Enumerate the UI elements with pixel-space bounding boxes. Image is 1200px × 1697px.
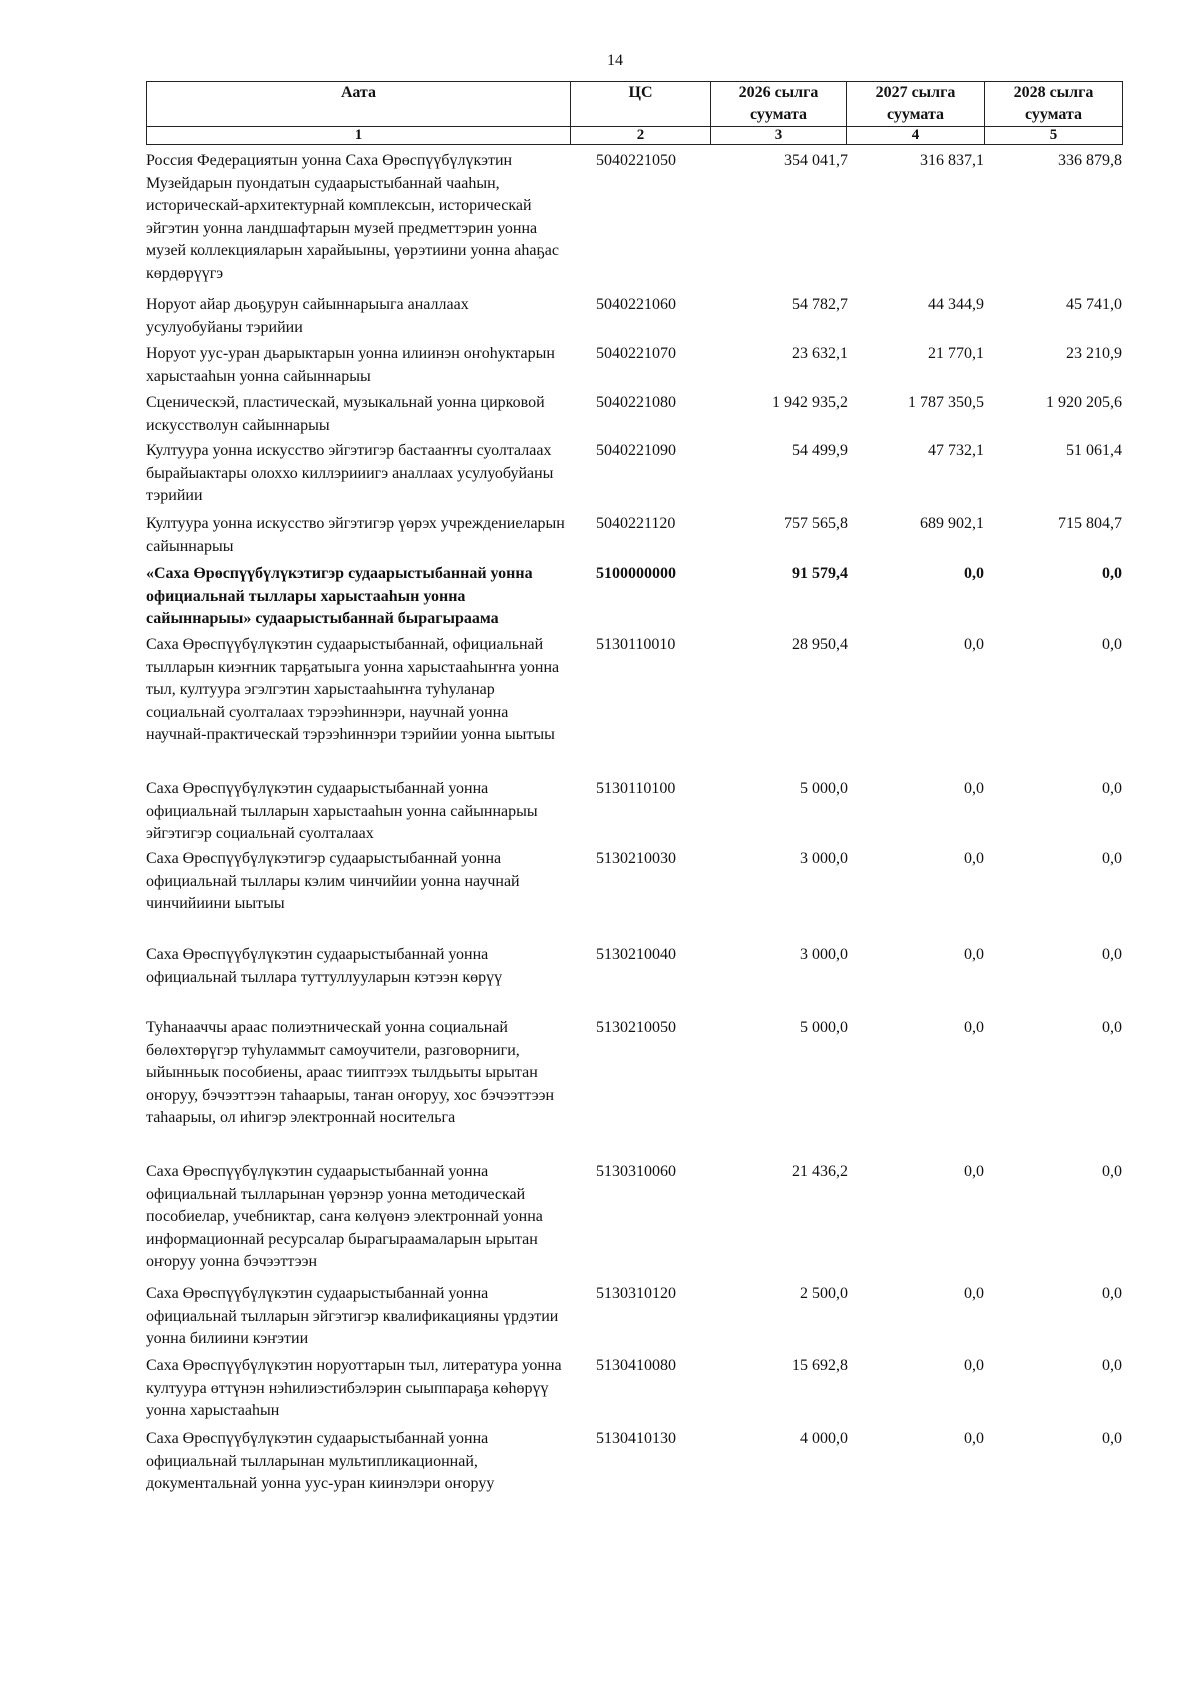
row-value-2026: 91 579,4 [792, 565, 848, 582]
header-name: Аата [147, 82, 571, 127]
row-name: Саха Өрөспүүбүлүкэтигэр судаарыстыбаннай уонна официальнай тыллары кэлим чинчийии уонна научнай чинчийиини ыытыы [146, 850, 520, 912]
row-value-2028: 0,0 [1102, 1285, 1122, 1302]
page-number: 14 [607, 52, 623, 69]
row-value-2028: 23 210,9 [1066, 345, 1122, 362]
row-name: Россия Федерациятын уонна Саха Өрөспүүбүлүкэтин Музейдарын пуондатын судаарыстыбаннай чааһын, историческай-архитектурнай комплексын, историческай эйгэтин уонна ландшафтарын музей предметтэрин уонна музей коллекцияларын харайыыны, үөрэтиини уонна аһаҕас көрдөрүүгэ [146, 152, 559, 282]
header-code: ЦС [571, 82, 711, 127]
row-value-2028: 715 804,7 [1058, 515, 1122, 532]
row-value-2026: 1 942 935,2 [772, 394, 848, 411]
row-value-2028: 0,0 [1102, 850, 1122, 867]
row-value-2028: 45 741,0 [1066, 296, 1122, 313]
row-name: Туһанааччы араас полиэтническай уонна социальнай бөлөхтөрүгэр туһуламмыт самоучители, разговорниги, ыйынньык пособиены, араас тииптээх тылдьыты ырытан оҥоруу, бэчээттээн таһаарыы, таҥан оҥоруу, хос бэчээттээн таһаарыы, ол иһигэр электроннай носительга [146, 1019, 555, 1126]
row-value-2027: 0,0 [964, 1285, 984, 1302]
table-header [146, 81, 1123, 145]
row-code: 5130210050 [596, 1019, 676, 1036]
row-code: 5130210040 [596, 946, 676, 963]
row-code: 5040221070 [596, 345, 676, 362]
row-name: Норуот айар дьоҕурун сайыннарыыга аналлаах усулуобуйаны тэрийии [146, 296, 469, 336]
header-2027: 2027 сылга суумата [847, 82, 985, 127]
row-code: 5130410130 [596, 1430, 676, 1447]
row-code: 5040221120 [596, 515, 676, 532]
row-value-2027: 316 837,1 [920, 152, 984, 169]
row-code: 5100000000 [596, 565, 676, 582]
row-value-2027: 0,0 [964, 1430, 984, 1447]
row-name: Саха Өрөспүүбүлүкэтин судаарыстыбаннай уонна официальнай тылларынан мультипликационнай, документальнай уонна уус-уран киинэлэри оҥоруу [146, 1430, 495, 1492]
row-value-2026: 5 000,0 [800, 1019, 848, 1036]
row-value-2027: 0,0 [964, 946, 984, 963]
row-value-2028: 0,0 [1102, 1163, 1122, 1180]
header-2028: 2028 сылга суумата [985, 82, 1123, 127]
row-name: Саха Өрөспүүбүлүкэтин судаарыстыбаннай уонна официальнай тылларынан үөрэнэр уонна методическай пособиелар, учебниктар, саҥа көлүөнэ электроннай уонна информационнай ресурсалар бырагыраамаларын ырытан оҥоруу уонна бэчээттээн [146, 1163, 543, 1270]
row-value-2026: 4 000,0 [800, 1430, 848, 1447]
row-code: 5130310120 [596, 1285, 676, 1302]
row-value-2026: 54 499,9 [792, 442, 848, 459]
row-value-2027: 1 787 350,5 [908, 394, 984, 411]
row-name: Култуура уонна искусство эйгэтигэр үөрэх учреждениеларын сайыннарыы [146, 515, 565, 555]
row-name: Саха Өрөспүүбүлүкэтин судаарыстыбаннай уонна официальнай тылларын эйгэтигэр квалификацияны үрдэтии уонна билиини кэҥэтии [146, 1285, 559, 1347]
row-value-2028: 0,0 [1102, 1357, 1122, 1374]
row-value-2027: 0,0 [964, 850, 984, 867]
row-name: «Саха Өрөспүүбүлүкэтигэр судаарыстыбаннай уонна официальнай тыллары харыстааһын уонна сайыннарыы» судаарыстыбаннай бырагыраама [146, 565, 533, 627]
row-value-2028: 0,0 [1102, 565, 1122, 582]
row-value-2027: 0,0 [964, 1357, 984, 1374]
row-value-2028: 51 061,4 [1066, 442, 1122, 459]
row-value-2027: 0,0 [964, 1163, 984, 1180]
row-name: Сценическэй, пластическай, музыкальнай уонна цирковой искусстволун сайыннарыы [146, 394, 545, 434]
row-name: Саха Өрөспүүбүлүкэтин норуоттарын тыл, литература уонна култуура өттүнэн нэһилиэстибэлэрин сыыппараҕа көһөрүү уонна харыстааһын [146, 1357, 562, 1419]
row-code: 5130210030 [596, 850, 676, 867]
row-value-2027: 689 902,1 [920, 515, 984, 532]
row-code: 5040221090 [596, 442, 676, 459]
row-value-2028: 0,0 [1102, 780, 1122, 797]
row-name: Култуура уонна искусство эйгэтигэр бастааҥҥы суолталаах бырайыактары олоххо киллэрииигэ аналлаах усулуобуйаны тэрийии [146, 442, 554, 504]
row-code: 5040221050 [596, 152, 676, 169]
row-value-2028: 0,0 [1102, 946, 1122, 963]
row-value-2028: 336 879,8 [1058, 152, 1122, 169]
row-value-2026: 2 500,0 [800, 1285, 848, 1302]
row-name: Саха Өрөспүүбүлүкэтин судаарыстыбаннай, официальнай тылларын киэҥник тарҕатыыга уонна харыстааһыҥҥа уонна тыл, култуура эгэлгэтин харыстааһыҥҥа туһуланар социальнай суолталаах тэрээһиннэри, научнай уонна научнай-практическай тэрээһиннэри тэрийии уонна ыытыы [146, 636, 560, 743]
row-value-2026: 21 436,2 [792, 1163, 848, 1180]
row-value-2026: 757 565,8 [784, 515, 848, 532]
row-value-2027: 0,0 [964, 636, 984, 653]
row-value-2026: 3 000,0 [800, 850, 848, 867]
row-code: 5130310060 [596, 1163, 676, 1180]
row-value-2027: 0,0 [964, 1019, 984, 1036]
header-num-1: 1 [147, 127, 571, 145]
row-code: 5130110010 [596, 636, 676, 653]
row-value-2027: 0,0 [964, 565, 984, 582]
header-2026: 2026 сылга суумата [711, 82, 847, 127]
row-name: Норуот уус-уран дьарыктарын уонна илиинэн оҥоһуктарын харыстааһын уонна сайыннарыы [146, 345, 555, 385]
row-value-2028: 0,0 [1102, 1019, 1122, 1036]
header-num-4: 4 [847, 127, 985, 145]
row-value-2027: 0,0 [964, 780, 984, 797]
row-value-2026: 54 782,7 [792, 296, 848, 313]
row-name: Саха Өрөспүүбүлүкэтин судаарыстыбаннай уонна официальнай тыллара туттуллууларын кэтээн көрүү [146, 946, 503, 986]
row-code: 5040221060 [596, 296, 676, 313]
row-value-2028: 0,0 [1102, 636, 1122, 653]
row-value-2027: 47 732,1 [928, 442, 984, 459]
row-value-2026: 5 000,0 [800, 780, 848, 797]
row-value-2026: 23 632,1 [792, 345, 848, 362]
row-code: 5130110100 [596, 780, 676, 797]
row-code: 5130410080 [596, 1357, 676, 1374]
row-code: 5040221080 [596, 394, 676, 411]
row-value-2027: 21 770,1 [928, 345, 984, 362]
header-num-2: 2 [571, 127, 711, 145]
row-value-2028: 0,0 [1102, 1430, 1122, 1447]
row-value-2026: 354 041,7 [784, 152, 848, 169]
row-value-2026: 28 950,4 [792, 636, 848, 653]
row-value-2026: 3 000,0 [800, 946, 848, 963]
header-num-5: 5 [985, 127, 1123, 145]
row-value-2026: 15 692,8 [792, 1357, 848, 1374]
row-value-2028: 1 920 205,6 [1046, 394, 1122, 411]
row-name: Саха Өрөспүүбүлүкэтин судаарыстыбаннай уонна официальнай тылларын харыстааһын уонна сайыннарыы эйгэтигэр социальнай суолталаах [146, 780, 538, 842]
header-num-3: 3 [711, 127, 847, 145]
row-value-2027: 44 344,9 [928, 296, 984, 313]
